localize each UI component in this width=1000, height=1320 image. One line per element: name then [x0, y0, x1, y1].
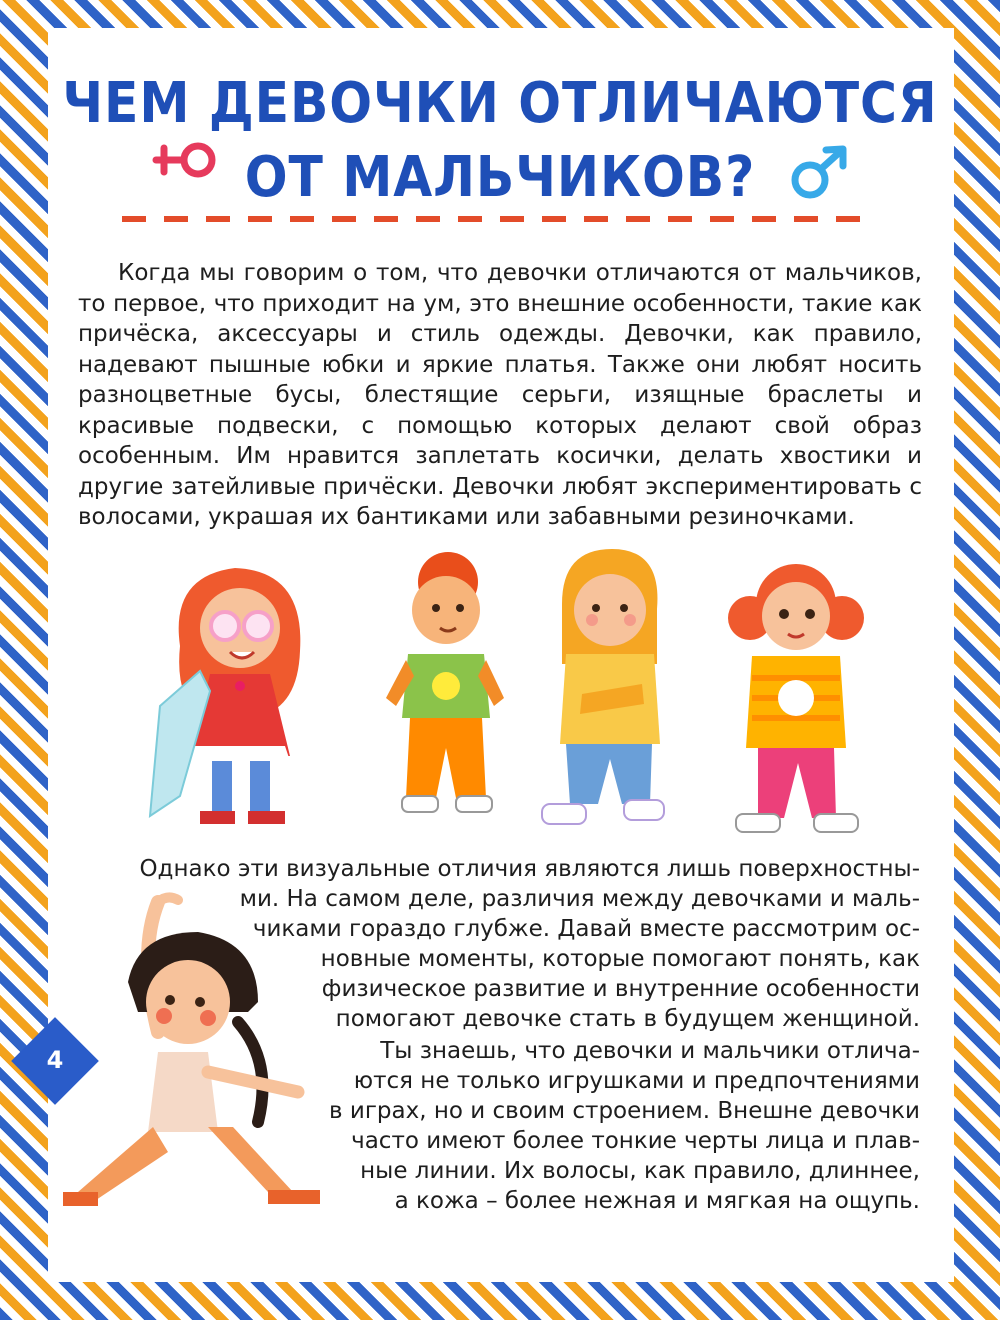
paragraph-2-line-1: Однако эти визуальные отличия являются лишь поверхностны- — [139, 856, 920, 882]
paragraph-3-line-1: Ты знаешь, что девочки и мальчики отлича- — [380, 1038, 920, 1064]
female-symbol-icon — [150, 134, 230, 198]
paragraph-2-line-5: физическое развитие и внутренние особенности — [321, 976, 920, 1002]
paragraph-2-line-3: чиками гораздо глубже. Давай вместе рассмотрим ос- — [252, 916, 920, 942]
paragraph-3-line-5: ные линии. Их волосы, как правило, длиннее, — [360, 1158, 920, 1184]
girl-with-bunny-sweater-illustration — [714, 548, 874, 838]
page-number: 4 — [46, 1046, 64, 1074]
intro-paragraph: Когда мы говорим о том, что девочки отличаются от мальчиков, то первое, что приходит на ум, это внешние особенности, такие как причёска, аксессуары и стиль одежды. Девочки, как правило, надевают пышные юбки и яркие платья. Также они любят носить разноцветные бусы, блестящие серьги, изящные браслеты и красивые подвески, с помощью которых делают свой образ особенным. Им нравится заплетать косички, делать хвостики и другие затейливые причёски. Девочки любят экспериментировать с волосами, украшая их бантиками или забавными резиночками. — [78, 260, 922, 530]
paragraph-2-line-6: помогают девочке стать в будущем женщиной. — [335, 1006, 920, 1032]
kid-in-yellow-hoodie-illustration — [532, 544, 682, 834]
paragraph-3-line-3: в играх, но и своим строением. Внешне девочки — [329, 1098, 920, 1124]
dashed-divider — [122, 216, 878, 222]
male-symbol-icon — [786, 142, 856, 202]
page-title-line-1: ЧЕМ ДЕВОЧКИ ОТЛИЧАЮТСЯ — [62, 71, 938, 136]
paragraph-3-line-4: часто имеют более тонкие черты лица и плав- — [351, 1128, 920, 1154]
page-title-line-2: ОТ МАЛЬЧИКОВ? — [244, 145, 756, 210]
girl-with-glasses-illustration — [140, 556, 340, 836]
paragraph-2-line-2: ми. На самом деле, различия между девочками и маль- — [239, 886, 920, 912]
boy-in-green-sweater-illustration — [386, 548, 506, 818]
paragraph-3-line-6: а кожа – более нежная и мягкая на ощупь. — [394, 1188, 920, 1214]
paragraph-3-line-2: ются не только игрушками и предпочтениями — [353, 1068, 920, 1094]
paragraph-2-line-4: новные моменты, которые помогают понять, как — [320, 946, 920, 972]
